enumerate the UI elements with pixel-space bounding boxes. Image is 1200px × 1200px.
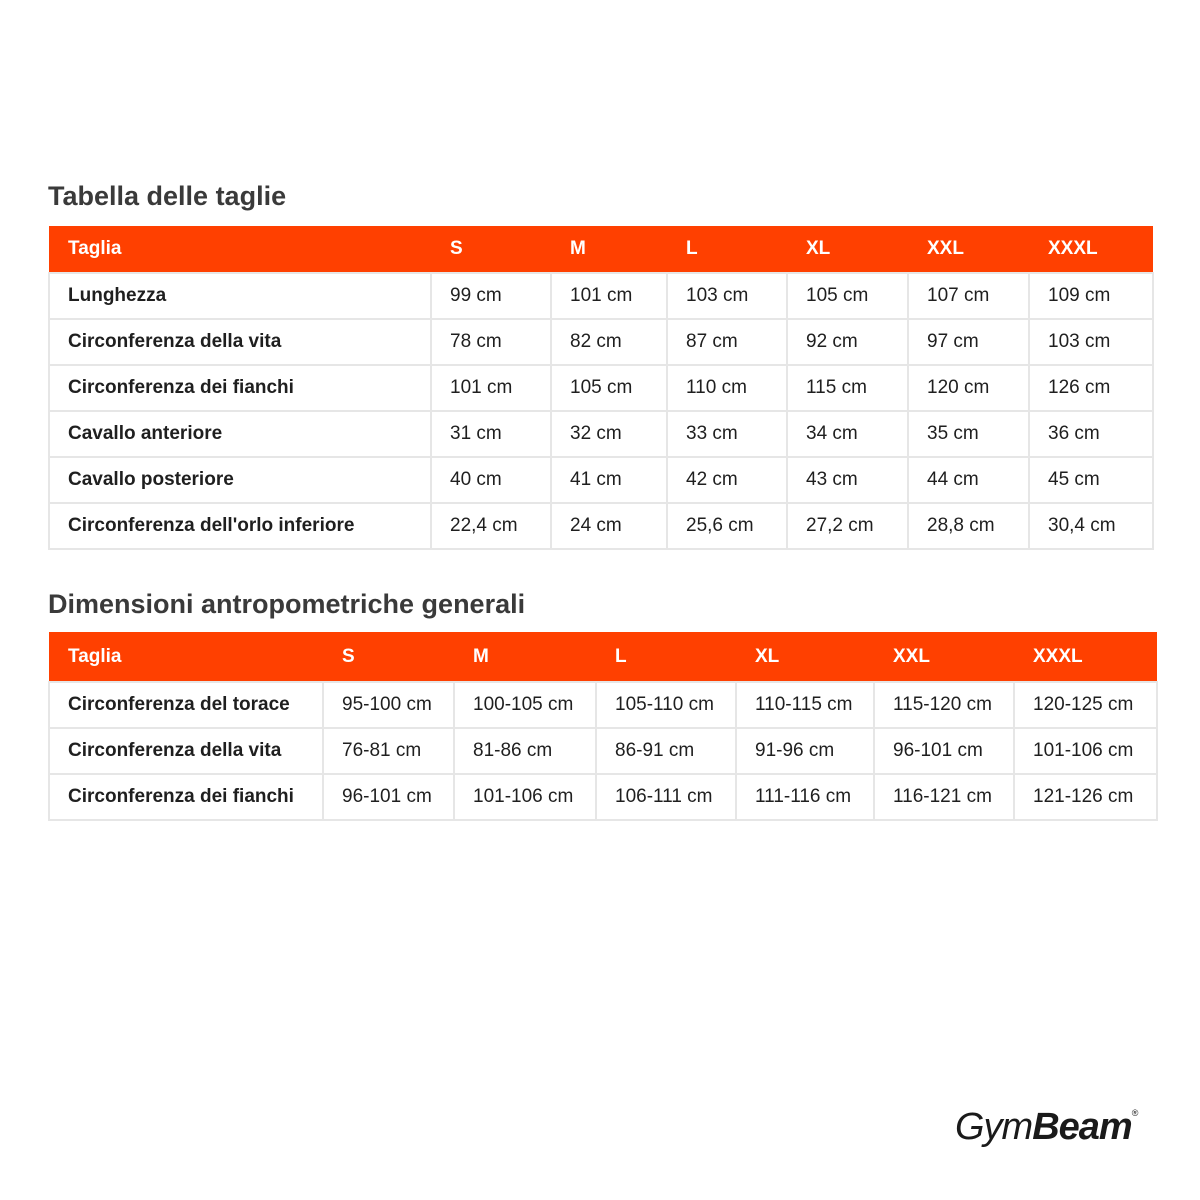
table-row xyxy=(49,273,1153,319)
size-table xyxy=(48,226,1154,550)
table-row xyxy=(49,682,1157,728)
table-row xyxy=(49,319,1153,365)
header-cell-size: Taglia xyxy=(68,238,122,259)
table-cell: 45 cm xyxy=(1029,457,1153,503)
table-header-row xyxy=(49,226,1153,273)
table-cell: 101 cm xyxy=(551,273,667,319)
header-cell-m: M xyxy=(473,645,489,667)
table-cell: 76-81 cm xyxy=(323,728,454,774)
table-cell: 33 cm xyxy=(667,411,787,457)
row-label: Cavallo anteriore xyxy=(49,411,431,457)
header-cell-l: L xyxy=(615,645,627,667)
table-cell: 36 cm xyxy=(1029,411,1153,457)
table-cell: 110-115 cm xyxy=(736,682,874,728)
table-row xyxy=(49,365,1153,411)
header-cell-xl: XL xyxy=(806,238,831,259)
row-label: Circonferenza dell'orlo inferiore xyxy=(49,503,431,549)
table-cell: 82 cm xyxy=(551,319,667,365)
table-row xyxy=(49,728,1157,774)
header-cell-xxl: XXL xyxy=(893,645,930,667)
table-cell: 43 cm xyxy=(787,457,908,503)
table-cell: 107 cm xyxy=(908,273,1029,319)
table-cell: 96-101 cm xyxy=(874,728,1014,774)
row-label: Circonferenza del torace xyxy=(49,682,323,728)
header-cell-xxxl: XXXL xyxy=(1048,238,1098,259)
table-cell: 106-111 cm xyxy=(596,774,736,820)
table-cell: 120-125 cm xyxy=(1014,682,1157,728)
table-cell: 44 cm xyxy=(908,457,1029,503)
table-cell: 111-116 cm xyxy=(736,774,874,820)
table-cell: 92 cm xyxy=(787,319,908,365)
row-label: Circonferenza della vita xyxy=(49,319,431,365)
table-cell: 96-101 cm xyxy=(323,774,454,820)
table-row xyxy=(49,503,1153,549)
table-cell: 101-106 cm xyxy=(454,774,596,820)
registered-mark: ® xyxy=(1131,1108,1139,1118)
table-cell: 101-106 cm xyxy=(1014,728,1157,774)
table-cell: 110 cm xyxy=(667,365,787,411)
table-cell: 105 cm xyxy=(551,365,667,411)
table-row xyxy=(49,411,1153,457)
table-cell: 105 cm xyxy=(787,273,908,319)
table-cell: 40 cm xyxy=(431,457,551,503)
table-cell: 35 cm xyxy=(908,411,1029,457)
table-cell: 97 cm xyxy=(908,319,1029,365)
table-cell: 31 cm xyxy=(431,411,551,457)
table-cell: 115-120 cm xyxy=(874,682,1014,728)
table-cell: 105-110 cm xyxy=(596,682,736,728)
table-cell: 30,4 cm xyxy=(1029,503,1153,549)
header-cell-xxl: XXL xyxy=(927,238,964,259)
table-cell: 126 cm xyxy=(1029,365,1153,411)
table-cell: 81-86 cm xyxy=(454,728,596,774)
size-table-title: Tabella delle taglie xyxy=(48,181,287,211)
table-cell: 87 cm xyxy=(667,319,787,365)
header-cell-xxxl: XXXL xyxy=(1033,645,1083,667)
table-cell: 86-91 cm xyxy=(596,728,736,774)
gymbeam-logo xyxy=(955,1106,1138,1149)
table-cell: 101 cm xyxy=(431,365,551,411)
table-cell: 34 cm xyxy=(787,411,908,457)
row-label: Circonferenza dei fianchi xyxy=(49,774,323,820)
table-cell: 121-126 cm xyxy=(1014,774,1157,820)
row-label: Circonferenza dei fianchi xyxy=(49,365,431,411)
logo-beam-text: Beam xyxy=(1032,1106,1132,1148)
header-cell-s: S xyxy=(450,238,463,259)
anthropometric-table-title: Dimensioni antropometriche generali xyxy=(48,589,526,619)
anthropometric-table xyxy=(48,632,1158,821)
table-cell: 32 cm xyxy=(551,411,667,457)
table-cell: 22,4 cm xyxy=(431,503,551,549)
table-cell: 103 cm xyxy=(1029,319,1153,365)
table-cell: 24 cm xyxy=(551,503,667,549)
header-cell-size: Taglia xyxy=(68,645,122,667)
table-cell: 95-100 cm xyxy=(323,682,454,728)
table-cell: 115 cm xyxy=(787,365,908,411)
table-header-row xyxy=(49,632,1157,682)
table-cell: 99 cm xyxy=(431,273,551,319)
table-cell: 91-96 cm xyxy=(736,728,874,774)
table-cell: 28,8 cm xyxy=(908,503,1029,549)
table-row xyxy=(49,774,1157,820)
table-cell: 25,6 cm xyxy=(667,503,787,549)
header-cell-l: L xyxy=(686,238,698,259)
header-cell-s: S xyxy=(342,645,355,667)
table-cell: 78 cm xyxy=(431,319,551,365)
table-cell: 116-121 cm xyxy=(874,774,1014,820)
row-label: Cavallo posteriore xyxy=(49,457,431,503)
row-label: Circonferenza della vita xyxy=(49,728,323,774)
header-cell-xl: XL xyxy=(755,645,780,667)
table-cell: 103 cm xyxy=(667,273,787,319)
table-cell: 120 cm xyxy=(908,365,1029,411)
table-cell: 27,2 cm xyxy=(787,503,908,549)
logo-gym-text: Gym xyxy=(955,1106,1033,1148)
table-row xyxy=(49,457,1153,503)
table-cell: 109 cm xyxy=(1029,273,1153,319)
table-cell: 100-105 cm xyxy=(454,682,596,728)
header-cell-m: M xyxy=(570,238,586,259)
table-cell: 41 cm xyxy=(551,457,667,503)
row-label: Lunghezza xyxy=(49,273,431,319)
table-cell: 42 cm xyxy=(667,457,787,503)
